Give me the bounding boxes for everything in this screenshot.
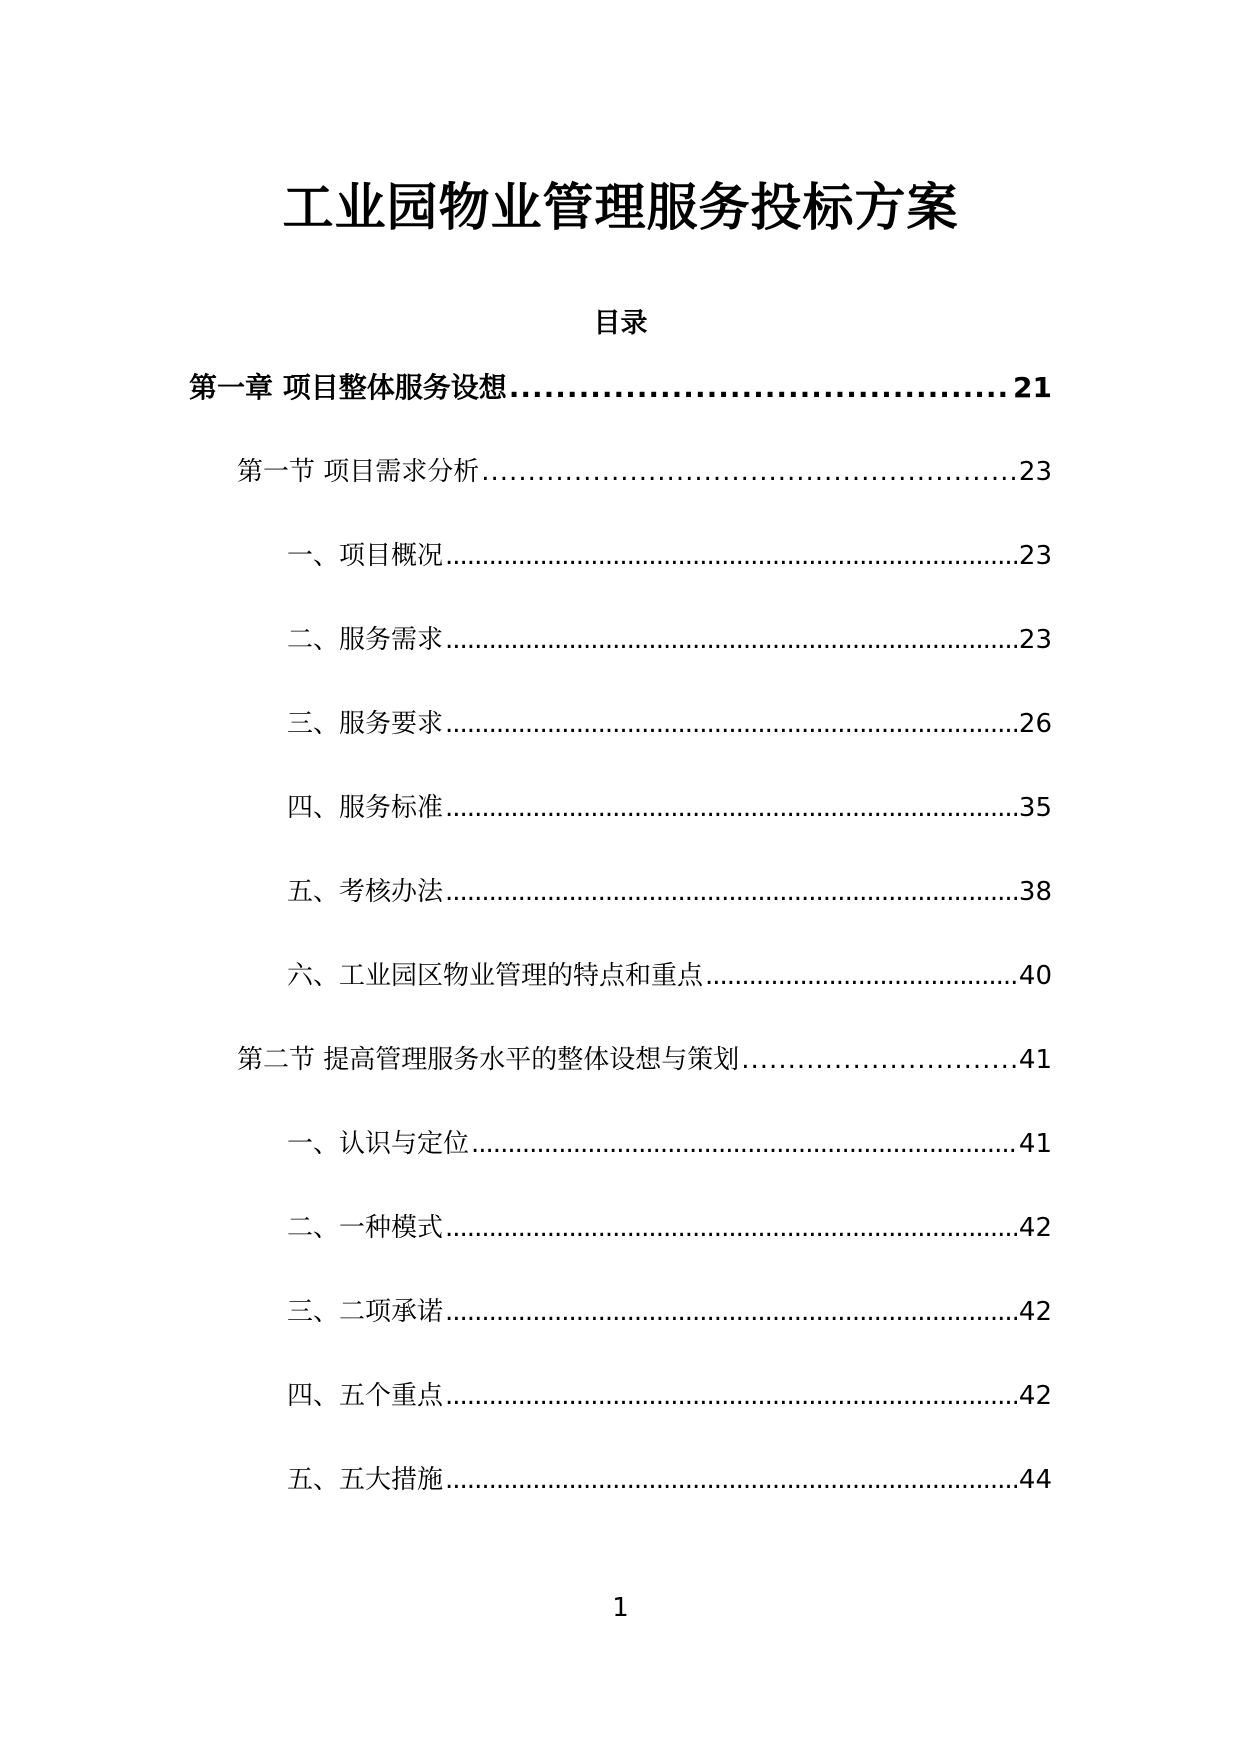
toc-entry-label: 二、一种模式 xyxy=(287,1213,444,1243)
toc-entry-label: 五、五大措施 xyxy=(287,1465,444,1495)
toc-entry-page: 40 xyxy=(1018,961,1052,991)
toc-entry-label: 三、服务要求 xyxy=(287,709,444,739)
toc-entry-label: 四、五个重点 xyxy=(287,1381,444,1411)
toc-entry-label: 二、服务需求 xyxy=(287,625,444,655)
toc-entry-chapter-1[interactable] xyxy=(189,368,1052,408)
toc-dot-leader xyxy=(481,452,1017,492)
toc-heading: 目录 xyxy=(593,308,648,339)
toc-entry-label: 四、服务标准 xyxy=(287,793,444,823)
toc-entry-label: 五、考核办法 xyxy=(287,877,444,907)
toc-dot-leader xyxy=(445,536,1017,576)
toc-entry-section-1[interactable] xyxy=(237,452,1052,492)
toc-entry-page: 21 xyxy=(1013,371,1052,404)
toc-dot-leader xyxy=(445,872,1017,912)
toc-entry-page: 42 xyxy=(1018,1381,1052,1411)
toc-entry-item[interactable] xyxy=(287,704,1052,744)
toc-entry-page: 38 xyxy=(1018,877,1052,907)
toc-entry-page: 23 xyxy=(1018,541,1052,571)
toc-dot-leader xyxy=(445,1208,1017,1248)
toc-entry-item[interactable] xyxy=(287,1208,1052,1248)
toc-entry-label: 第一章 项目整体服务设想 xyxy=(189,371,507,404)
toc-entry-item[interactable] xyxy=(287,1460,1052,1500)
toc-dot-leader xyxy=(445,1460,1017,1500)
toc-entry-item[interactable] xyxy=(287,536,1052,576)
toc-dot-leader xyxy=(445,620,1017,660)
page-number: 1 xyxy=(612,1593,629,1623)
toc-entry-page: 26 xyxy=(1018,709,1052,739)
toc-entry-label: 第一节 项目需求分析 xyxy=(237,457,480,487)
toc-dot-leader xyxy=(445,704,1017,744)
toc-entry-label: 第二节 提高管理服务水平的整体设想与策划 xyxy=(237,1045,740,1075)
toc-entry-item[interactable] xyxy=(287,872,1052,912)
toc-entry-item[interactable] xyxy=(287,788,1052,828)
toc-entry-page: 41 xyxy=(1018,1045,1052,1075)
toc-entry-item[interactable] xyxy=(287,1124,1052,1164)
toc-entry-page: 44 xyxy=(1018,1465,1052,1495)
toc-entry-label: 六、工业园区物业管理的特点和重点 xyxy=(287,961,704,991)
toc-entry-item[interactable] xyxy=(287,1376,1052,1416)
document-title: 工业园物业管理服务投标方案 xyxy=(282,179,959,238)
toc-entry-item[interactable] xyxy=(287,620,1052,660)
toc-entry-label: 一、项目概况 xyxy=(287,541,444,571)
toc-entry-label: 一、认识与定位 xyxy=(287,1129,470,1159)
toc-dot-leader xyxy=(471,1124,1017,1164)
toc-dot-leader xyxy=(445,1292,1017,1332)
toc-dot-leader xyxy=(741,1040,1017,1080)
toc-entry-page: 35 xyxy=(1018,793,1052,823)
toc-entry-item[interactable] xyxy=(287,956,1052,996)
toc-entry-item[interactable] xyxy=(287,1292,1052,1332)
toc-dot-leader xyxy=(705,956,1017,996)
toc-entry-page: 42 xyxy=(1018,1213,1052,1243)
toc-entry-page: 23 xyxy=(1018,457,1052,487)
toc-dot-leader xyxy=(445,1376,1017,1416)
toc-entry-page: 41 xyxy=(1018,1129,1052,1159)
toc-entry-page: 42 xyxy=(1018,1297,1052,1327)
toc-entry-page: 23 xyxy=(1018,625,1052,655)
toc-entry-label: 三、二项承诺 xyxy=(287,1297,444,1327)
toc-dot-leader xyxy=(445,788,1017,828)
toc-dot-leader xyxy=(509,368,1011,408)
toc-entry-section-2[interactable] xyxy=(237,1040,1052,1080)
